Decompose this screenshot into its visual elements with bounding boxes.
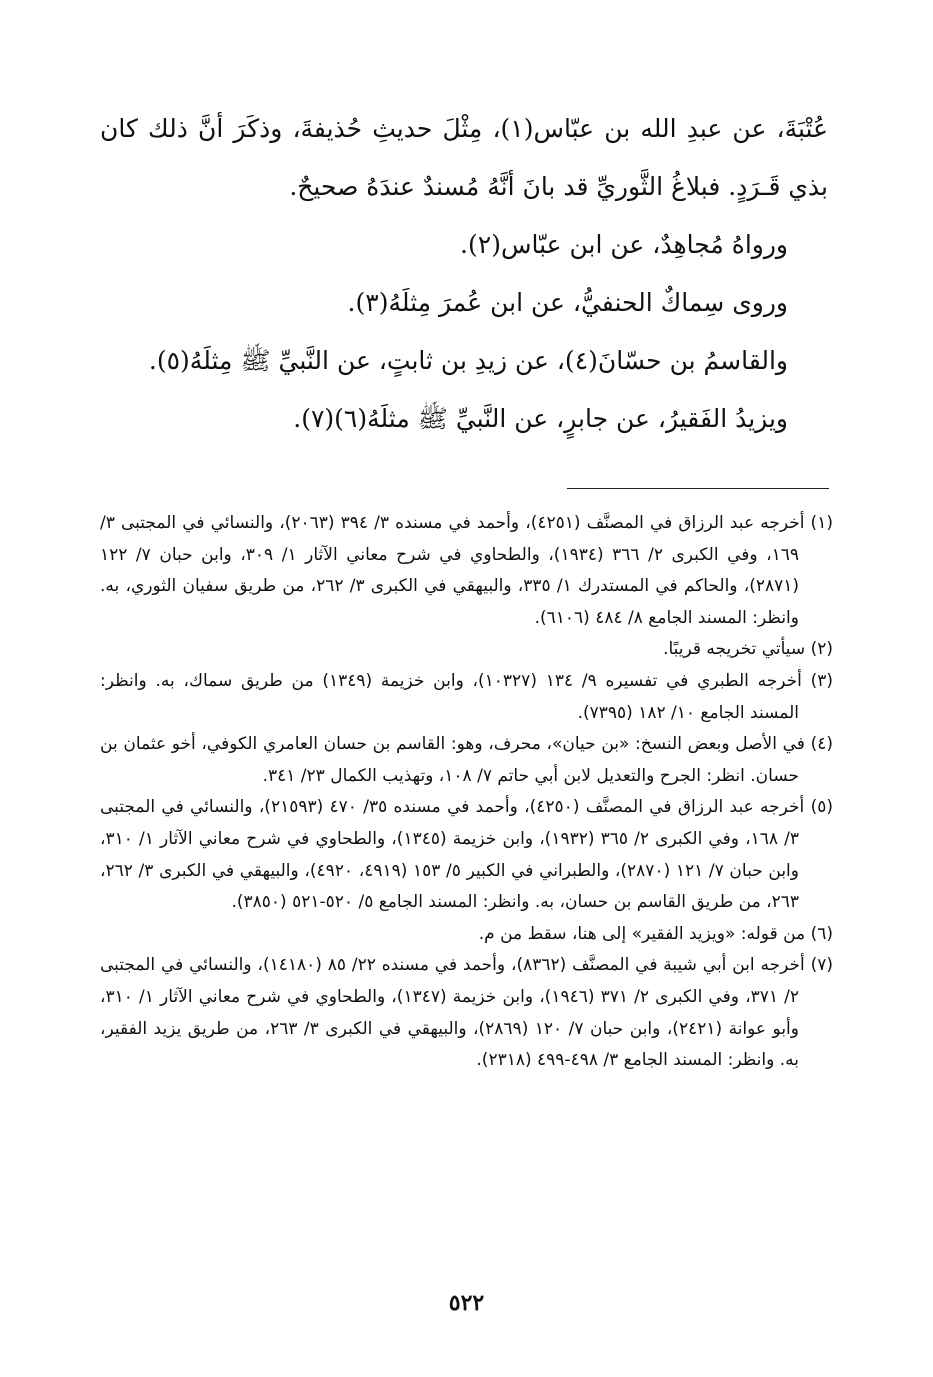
page-number: ٥٢٢ <box>448 1290 485 1316</box>
main-paragraph-2: ورواهُ مُجاهِدٌ، عن ابن عبّاس(٢). <box>460 230 788 259</box>
main-paragraph-3: وروى سِماكٌ الحنفيُّ، عن ابن عُمرَ مِثلَهُ(٣). <box>347 288 788 317</box>
footnote-5: (٥) أخرجه عبد الرزاق في المصنَّف (٤٢٥٠)، وأحمد في مسنده ٣٥/ ٤٧٠ (٢١٥٩٣)، والنسائي في المجتبى ٣/ ١٦٨، وفي الكبرى ٢/ ٣٦٥ (١٩٣٢)، وابن خزيمة (١٣٤٥)، والطحاوي في شرح معاني الآثار ١/ ٣١٠، وابن حبان ٧/ ١٢١ (٢٨٧٠)، والطبراني في الكبير ٥/ ١٥٣ (٤٩١٩، ٤٩٢٠)، والبيهقي في الكبرى ٣/ ٢٦٢، ٢٦٣، من طريق القاسم بن حسان، به. وانظر: المسند الجامع ٥/ ٥٢٠-٥٢١ (٣٨٥٠). <box>100 797 833 913</box>
main-paragraph-1: عُتْبَةَ، عن عبدِ الله بن عبّاس(١)، مِثْلَ حديثِ حُذيفةَ، وذكَرَ أنَّ ذلك كان بذي قَـرَدٍ. فبلاغُ الثَّوريِّ قد بانَ أنَّهُ مُسندٌ عندَهُ صحيحٌ. <box>100 114 828 201</box>
footnotes <box>100 508 833 1077</box>
footnote-3: (٣) أخرجه الطبري في تفسيره ٩/ ١٣٤ (١٠٣٢٧)، وابن خزيمة (١٣٤٩) من طريق سماك، به. وانظر: المسند الجامع ١٠/ ١٨٢ (٧٣٩٥). <box>100 670 833 723</box>
footnote-1: (١) أخرجه عبد الرزاق في المصنَّف (٤٢٥١)، وأحمد في مسنده ٣/ ٣٩٤ (٢٠٦٣)، والنسائي في المجتبى ٣/ ١٦٩، وفي الكبرى ٢/ ٣٦٦ (١٩٣٤)، والطحاوي في شرح معاني الآثار ١/ ٣٠٩، وابن حبان ٧/ ١٢٢ (٢٨٧١)، والحاكم في المستدرك ١/ ٣٣٥، والبيهقي في الكبرى ٣/ ٢٦٢، من طريق سفيان الثوري، به. وانظر: المسند الجامع ٨/ ٤٨٤ (٦١٠٦). <box>100 513 833 628</box>
footnote-2: (٢) سيأتي تخريجه قريبًا. <box>663 639 833 660</box>
footnote-6: (٦) من قوله: «ويزيد الفقير» إلى هنا، سقط من م. <box>478 923 833 944</box>
footnote-4: (٤) في الأصل وبعض النسخ: «بن حيان»، محرف، وهو: القاسم بن حسان العامري الكوفي، أخو عثمان بن حسان. انظر: الجرح والتعديل لابن أبي حاتم ٧/ ١٠٨، وتهذيب الكمال ٢٣/ ٣٤١. <box>100 734 833 786</box>
footnote-7: (٧) أخرجه ابن أبي شيبة في المصنَّف (٨٣٦٢)، وأحمد في مسنده ٢٢/ ٨٥ (١٤١٨٠)، والنسائي في المجتبى ٢/ ٣٧١، وفي الكبرى ٢/ ٣٧١ (١٩٤٦)، وابن خزيمة (١٣٤٧)، والطحاوي في شرح معاني الآثار ١/ ٣١٠، وأبو عوانة (٢٤٢١)، وابن حبان ٧/ ١٢٠ (٢٨٦٩)، والبيهقي في الكبرى ٣/ ٢٦٣، من طريق يزيد الفقير، به. وانظر: المسند الجامع ٣/ ٤٩٨-٤٩٩ (٢٣١٨). <box>100 955 833 1071</box>
main-paragraph-4: والقاسمُ بن حسّانَ(٤)، عن زيدِ بن ثابتٍ، عن النَّبيِّ ﷺ مِثلَهُ(٥). <box>148 346 788 375</box>
main-paragraph-5: ويزيدُ الفَقيرُ، عن جابرٍ، عن النَّبيِّ ﷺ مثلَهُ(٦)(٧). <box>293 404 788 433</box>
main-text <box>100 100 828 448</box>
footnote-separator <box>567 488 829 489</box>
